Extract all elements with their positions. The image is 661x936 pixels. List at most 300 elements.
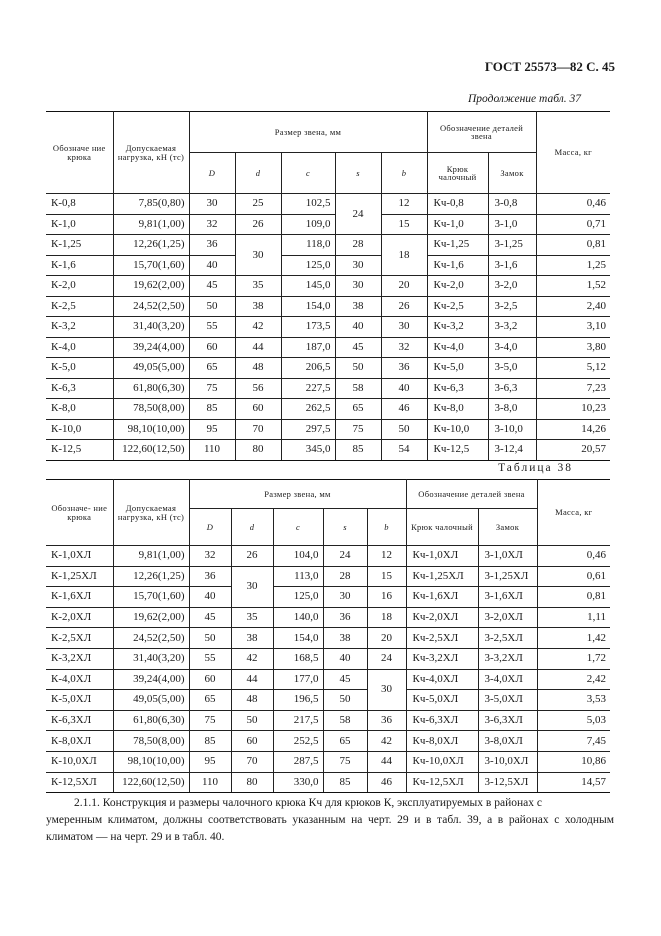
- col-d: d: [235, 153, 281, 194]
- cell-c: 154,0: [281, 296, 335, 317]
- table-row: [46, 214, 610, 235]
- cell-lock: 3-1,6ХЛ: [478, 587, 537, 608]
- cell-hook: Кч-2,5ХЛ: [406, 628, 478, 649]
- cell-hook: Кч-1,25: [427, 235, 488, 256]
- cell-designation: К-12,5ХЛ: [46, 772, 113, 793]
- col-link-size: Размер звена, мм: [189, 112, 427, 153]
- cell-load: 49,05(5,00): [113, 358, 189, 379]
- col-c: c: [273, 509, 323, 546]
- cell-d: 80: [231, 772, 273, 793]
- paragraph-2-1-1-line1: 2.1.1. Конструкция и размеры чалочного крюка Кч для крюков К, эксплуатируемых в районах с: [74, 797, 542, 809]
- cell-hook: Кч-10,0: [427, 419, 488, 440]
- cell-D: 85: [189, 399, 235, 420]
- cell-designation: К-1,25: [46, 235, 113, 256]
- table-row: [46, 607, 610, 628]
- cell-d: 42: [235, 317, 281, 338]
- cell-mass: 0,71: [536, 214, 610, 235]
- cell-load: 49,05(5,00): [113, 690, 189, 711]
- cell-b: 30: [381, 317, 427, 338]
- cell-mass: 5,12: [536, 358, 610, 379]
- cell-load: 31,40(3,20): [113, 317, 189, 338]
- cell-D: 95: [189, 419, 235, 440]
- cell-c: 140,0: [273, 607, 323, 628]
- table-row: [46, 546, 610, 567]
- cell-b: 12: [381, 194, 427, 215]
- cell-b: 15: [367, 566, 406, 587]
- cell-designation: К-3,2ХЛ: [46, 648, 113, 669]
- cell-lock: 3-10,0: [488, 419, 536, 440]
- cell-hook: Кч-6,3ХЛ: [406, 710, 478, 731]
- cell-load: 61,80(6,30): [113, 378, 189, 399]
- cell-load: 9,81(1,00): [113, 214, 189, 235]
- cell-b: 26: [381, 296, 427, 317]
- cell-load: 39,24(4,00): [113, 337, 189, 358]
- cell-designation: К-12,5: [46, 440, 113, 461]
- cell-d: 44: [231, 669, 273, 690]
- col-b: b: [367, 509, 406, 546]
- cell-hook: Кч-2,0: [427, 276, 488, 297]
- cell-lock: 3-5,0: [488, 358, 536, 379]
- cell-c: 227,5: [281, 378, 335, 399]
- cell-d: 70: [231, 751, 273, 772]
- cell-b: 32: [381, 337, 427, 358]
- cell-s: 75: [323, 751, 367, 772]
- cell-designation: К-8,0ХЛ: [46, 731, 113, 752]
- cell-lock: 3-1,25ХЛ: [478, 566, 537, 587]
- cell-s: 24: [335, 194, 381, 235]
- cell-b: 30: [367, 669, 406, 710]
- cell-hook: Кч-2,0ХЛ: [406, 607, 478, 628]
- table-row: [46, 194, 610, 215]
- col-D: D: [189, 509, 231, 546]
- cell-mass: 14,26: [536, 419, 610, 440]
- cell-hook: Кч-1,0: [427, 214, 488, 235]
- cell-D: 65: [189, 690, 231, 711]
- cell-mass: 20,57: [536, 440, 610, 461]
- table-row: [46, 690, 610, 711]
- cell-D: 30: [189, 194, 235, 215]
- cell-load: 15,70(1,60): [113, 587, 189, 608]
- cell-load: 24,52(2,50): [113, 628, 189, 649]
- cell-hook: Кч-1,25ХЛ: [406, 566, 478, 587]
- cell-lock: 3-1,6: [488, 255, 536, 276]
- cell-load: 39,24(4,00): [113, 669, 189, 690]
- cell-b: 50: [381, 419, 427, 440]
- cell-hook: Кч-3,2: [427, 317, 488, 338]
- cell-D: 95: [189, 751, 231, 772]
- cell-hook: Кч-10,0ХЛ: [406, 751, 478, 772]
- table-row: [46, 669, 610, 690]
- table-row: [46, 566, 610, 587]
- cell-d: 35: [231, 607, 273, 628]
- cell-lock: 3-4,0ХЛ: [478, 669, 537, 690]
- cell-mass: 3,80: [536, 337, 610, 358]
- cell-c: 252,5: [273, 731, 323, 752]
- cell-designation: К-10,0: [46, 419, 113, 440]
- cell-designation: К-5,0: [46, 358, 113, 379]
- cell-b: 20: [381, 276, 427, 297]
- cell-hook: Кч-1,6ХЛ: [406, 587, 478, 608]
- cell-hook: Кч-12,5ХЛ: [406, 772, 478, 793]
- cell-load: 78,50(8,00): [113, 399, 189, 420]
- cell-b: 15: [381, 214, 427, 235]
- cell-c: 173,5: [281, 317, 335, 338]
- col-c: c: [281, 153, 335, 194]
- cell-lock: 3-2,5: [488, 296, 536, 317]
- cell-d: 44: [235, 337, 281, 358]
- cell-c: 297,5: [281, 419, 335, 440]
- cell-D: 36: [189, 566, 231, 587]
- cell-c: 330,0: [273, 772, 323, 793]
- cell-D: 40: [189, 255, 235, 276]
- cell-b: 42: [367, 731, 406, 752]
- table-row: [46, 378, 610, 399]
- cell-mass: 1,72: [537, 648, 610, 669]
- cell-c: 196,5: [273, 690, 323, 711]
- cell-hook: Кч-1,0ХЛ: [406, 546, 478, 567]
- cell-c: 206,5: [281, 358, 335, 379]
- table-row: [46, 440, 610, 461]
- cell-b: 40: [381, 378, 427, 399]
- cell-d: 26: [231, 546, 273, 567]
- cell-D: 36: [189, 235, 235, 256]
- table-row: [46, 337, 610, 358]
- col-lock: Замок: [478, 509, 537, 546]
- cell-D: 55: [189, 648, 231, 669]
- cell-lock: 3-6,3: [488, 378, 536, 399]
- table-row: [46, 255, 610, 276]
- col-hook: Крюк чалочный: [406, 509, 478, 546]
- cell-c: 262,5: [281, 399, 335, 420]
- cell-s: 50: [323, 690, 367, 711]
- cell-d: 60: [235, 399, 281, 420]
- cell-hook: Кч-6,3: [427, 378, 488, 399]
- cell-designation: К-2,0ХЛ: [46, 607, 113, 628]
- cell-s: 30: [323, 587, 367, 608]
- table-row: [46, 751, 610, 772]
- cell-mass: 14,57: [537, 772, 610, 793]
- table-row: [46, 648, 610, 669]
- cell-c: 104,0: [273, 546, 323, 567]
- cell-s: 38: [335, 296, 381, 317]
- cell-hook: Кч-8,0: [427, 399, 488, 420]
- cell-mass: 1,52: [536, 276, 610, 297]
- cell-mass: 7,23: [536, 378, 610, 399]
- col-s: s: [323, 509, 367, 546]
- cell-mass: 5,03: [537, 710, 610, 731]
- cell-d: 42: [231, 648, 273, 669]
- cell-b: 46: [367, 772, 406, 793]
- table-row: [46, 710, 610, 731]
- cell-lock: 3-3,2: [488, 317, 536, 338]
- table-38: [46, 479, 610, 793]
- cell-designation: К-1,0: [46, 214, 113, 235]
- cell-s: 28: [323, 566, 367, 587]
- cell-D: 110: [189, 440, 235, 461]
- cell-s: 30: [335, 276, 381, 297]
- col-s: s: [335, 153, 381, 194]
- cell-load: 24,52(2,50): [113, 296, 189, 317]
- cell-hook: Кч-12,5: [427, 440, 488, 461]
- cell-hook: Кч-5,0ХЛ: [406, 690, 478, 711]
- cell-s: 58: [323, 710, 367, 731]
- cell-D: 32: [189, 214, 235, 235]
- cell-D: 45: [189, 276, 235, 297]
- cell-load: 61,80(6,30): [113, 710, 189, 731]
- cell-designation: К-1,6ХЛ: [46, 587, 113, 608]
- col-b: b: [381, 153, 427, 194]
- cell-D: 60: [189, 337, 235, 358]
- cell-mass: 0,46: [536, 194, 610, 215]
- col-D: D: [189, 153, 235, 194]
- cell-lock: 3-1,0ХЛ: [478, 546, 537, 567]
- table-row: [46, 317, 610, 338]
- page-header: ГОСТ 25573—82 С. 45: [484, 59, 615, 74]
- cell-c: 168,5: [273, 648, 323, 669]
- cell-lock: 3-3,2ХЛ: [478, 648, 537, 669]
- cell-c: 145,0: [281, 276, 335, 297]
- cell-b: 36: [381, 358, 427, 379]
- cell-D: 65: [189, 358, 235, 379]
- cell-designation: К-0,8: [46, 194, 113, 215]
- col-load: Допускаемая нагрузка, кН (тс): [113, 480, 189, 546]
- col-mass: Масса, кг: [537, 480, 610, 546]
- cell-s: 40: [335, 317, 381, 338]
- cell-s: 85: [323, 772, 367, 793]
- cell-D: 75: [189, 378, 235, 399]
- cell-s: 28: [335, 235, 381, 256]
- cell-d: 26: [235, 214, 281, 235]
- table-row: [46, 772, 610, 793]
- cell-mass: 1,25: [536, 255, 610, 276]
- table-row: [46, 628, 610, 649]
- cell-designation: К-1,25ХЛ: [46, 566, 113, 587]
- cell-load: 122,60(12,50): [113, 772, 189, 793]
- cell-mass: 0,81: [536, 235, 610, 256]
- cell-hook: Кч-0,8: [427, 194, 488, 215]
- cell-c: 109,0: [281, 214, 335, 235]
- col-mass: Масса, кг: [536, 112, 610, 194]
- cell-lock: 3-0,8: [488, 194, 536, 215]
- col-d: d: [231, 509, 273, 546]
- cell-load: 19,62(2,00): [113, 276, 189, 297]
- cell-designation: К-5,0ХЛ: [46, 690, 113, 711]
- cell-mass: 1,42: [537, 628, 610, 649]
- cell-D: 85: [189, 731, 231, 752]
- cell-lock: 3-2,5ХЛ: [478, 628, 537, 649]
- cell-b: 12: [367, 546, 406, 567]
- cell-D: 55: [189, 317, 235, 338]
- cell-D: 40: [189, 587, 231, 608]
- cell-D: 75: [189, 710, 231, 731]
- cell-d: 30: [235, 235, 281, 276]
- cell-d: 48: [231, 690, 273, 711]
- cell-d: 48: [235, 358, 281, 379]
- col-parts: Обозначение деталей звена: [406, 480, 537, 509]
- cell-load: 15,70(1,60): [113, 255, 189, 276]
- cell-mass: 10,23: [536, 399, 610, 420]
- cell-b: 36: [367, 710, 406, 731]
- col-parts: Обозначение деталей звена: [427, 112, 536, 153]
- cell-lock: 3-1,25: [488, 235, 536, 256]
- cell-load: 98,10(10,00): [113, 751, 189, 772]
- cell-hook: Кч-1,6: [427, 255, 488, 276]
- cell-s: 24: [323, 546, 367, 567]
- cell-designation: К-6,3: [46, 378, 113, 399]
- col-designation: Обозначе ние крюка: [46, 112, 113, 194]
- cell-d: 60: [231, 731, 273, 752]
- paragraph-2-1-1-rest: умеренным климатом, должны соответствовать указанным на черт. 29 и в табл. 39, а в районах с холодным климатом — на черт. 29 и в табл. 40.: [46, 814, 614, 843]
- cell-mass: 3,53: [537, 690, 610, 711]
- cell-lock: 3-8,0ХЛ: [478, 731, 537, 752]
- cell-lock: 3-12,5ХЛ: [478, 772, 537, 793]
- cell-b: 24: [367, 648, 406, 669]
- cell-hook: Кч-5,0: [427, 358, 488, 379]
- col-hook: Крюк чалочный: [427, 153, 488, 194]
- cell-designation: К-4,0: [46, 337, 113, 358]
- cell-s: 65: [335, 399, 381, 420]
- cell-c: 345,0: [281, 440, 335, 461]
- cell-s: 30: [335, 255, 381, 276]
- table-38-caption: Таблица 38: [498, 462, 573, 474]
- cell-c: 187,0: [281, 337, 335, 358]
- cell-c: 113,0: [273, 566, 323, 587]
- cell-d: 70: [235, 419, 281, 440]
- cell-hook: Кч-4,0ХЛ: [406, 669, 478, 690]
- cell-s: 45: [335, 337, 381, 358]
- cell-hook: Кч-2,5: [427, 296, 488, 317]
- table-37: [46, 111, 610, 461]
- cell-D: 60: [189, 669, 231, 690]
- table-row: [46, 399, 610, 420]
- cell-c: 154,0: [273, 628, 323, 649]
- cell-designation: К-6,3ХЛ: [46, 710, 113, 731]
- table-row: [46, 419, 610, 440]
- cell-s: 36: [323, 607, 367, 628]
- cell-load: 12,26(1,25): [113, 235, 189, 256]
- cell-mass: 2,40: [536, 296, 610, 317]
- cell-d: 30: [231, 566, 273, 607]
- cell-D: 110: [189, 772, 231, 793]
- cell-mass: 10,86: [537, 751, 610, 772]
- table-row: [46, 276, 610, 297]
- cell-designation: К-1,0ХЛ: [46, 546, 113, 567]
- cell-s: 40: [323, 648, 367, 669]
- cell-d: 56: [235, 378, 281, 399]
- table-row: [46, 587, 610, 608]
- cell-s: 38: [323, 628, 367, 649]
- cell-lock: 3-2,0ХЛ: [478, 607, 537, 628]
- table-row: [46, 358, 610, 379]
- cell-designation: К-3,2: [46, 317, 113, 338]
- cell-d: 80: [235, 440, 281, 461]
- cell-s: 50: [335, 358, 381, 379]
- cell-mass: 0,61: [537, 566, 610, 587]
- cell-lock: 3-8,0: [488, 399, 536, 420]
- cell-designation: К-2,0: [46, 276, 113, 297]
- col-link-size: Размер звена, мм: [189, 480, 406, 509]
- cell-mass: 0,81: [537, 587, 610, 608]
- cell-mass: 1,11: [537, 607, 610, 628]
- cell-load: 19,62(2,00): [113, 607, 189, 628]
- cell-mass: 7,45: [537, 731, 610, 752]
- cell-load: 122,60(12,50): [113, 440, 189, 461]
- cell-b: 16: [367, 587, 406, 608]
- cell-load: 78,50(8,00): [113, 731, 189, 752]
- cell-s: 75: [335, 419, 381, 440]
- cell-d: 50: [231, 710, 273, 731]
- cell-c: 125,0: [281, 255, 335, 276]
- cell-load: 12,26(1,25): [113, 566, 189, 587]
- cell-b: 44: [367, 751, 406, 772]
- cell-designation: К-8,0: [46, 399, 113, 420]
- cell-designation: К-2,5ХЛ: [46, 628, 113, 649]
- cell-b: 18: [381, 235, 427, 276]
- cell-c: 118,0: [281, 235, 335, 256]
- cell-designation: К-10,0ХЛ: [46, 751, 113, 772]
- cell-b: 46: [381, 399, 427, 420]
- cell-D: 50: [189, 296, 235, 317]
- cell-s: 45: [323, 669, 367, 690]
- cell-hook: Кч-4,0: [427, 337, 488, 358]
- cell-load: 7,85(0,80): [113, 194, 189, 215]
- cell-D: 50: [189, 628, 231, 649]
- cell-c: 287,5: [273, 751, 323, 772]
- cell-d: 35: [235, 276, 281, 297]
- cell-lock: 3-1,0: [488, 214, 536, 235]
- cell-lock: 3-12,4: [488, 440, 536, 461]
- col-designation: Обозначе- ние крюка: [46, 480, 113, 546]
- table-row: [46, 731, 610, 752]
- cell-load: 98,10(10,00): [113, 419, 189, 440]
- cell-mass: 3,10: [536, 317, 610, 338]
- cell-lock: 3-6,3ХЛ: [478, 710, 537, 731]
- cell-designation: К-4,0ХЛ: [46, 669, 113, 690]
- cell-d: 25: [235, 194, 281, 215]
- cell-c: 125,0: [273, 587, 323, 608]
- cell-b: 18: [367, 607, 406, 628]
- cell-D: 32: [189, 546, 231, 567]
- cell-lock: 3-2,0: [488, 276, 536, 297]
- cell-lock: 3-4,0: [488, 337, 536, 358]
- cell-b: 20: [367, 628, 406, 649]
- cell-lock: 3-5,0ХЛ: [478, 690, 537, 711]
- cell-lock: 3-10,0ХЛ: [478, 751, 537, 772]
- cell-D: 45: [189, 607, 231, 628]
- cell-mass: 2,42: [537, 669, 610, 690]
- cell-designation: К-2,5: [46, 296, 113, 317]
- table-row: [46, 235, 610, 256]
- cell-s: 65: [323, 731, 367, 752]
- cell-d: 38: [231, 628, 273, 649]
- cell-c: 177,0: [273, 669, 323, 690]
- cell-s: 58: [335, 378, 381, 399]
- col-load: Допускаемая нагрузка, кН (тс): [113, 112, 189, 194]
- col-lock: Замок: [488, 153, 536, 194]
- cell-load: 9,81(1,00): [113, 546, 189, 567]
- table-continuation-label: Продолжение табл. 37: [468, 93, 581, 105]
- cell-b: 54: [381, 440, 427, 461]
- cell-s: 85: [335, 440, 381, 461]
- cell-mass: 0,46: [537, 546, 610, 567]
- cell-hook: Кч-8,0ХЛ: [406, 731, 478, 752]
- cell-load: 31,40(3,20): [113, 648, 189, 669]
- cell-hook: Кч-3,2ХЛ: [406, 648, 478, 669]
- cell-c: 217,5: [273, 710, 323, 731]
- cell-designation: К-1,6: [46, 255, 113, 276]
- table-row: [46, 296, 610, 317]
- cell-c: 102,5: [281, 194, 335, 215]
